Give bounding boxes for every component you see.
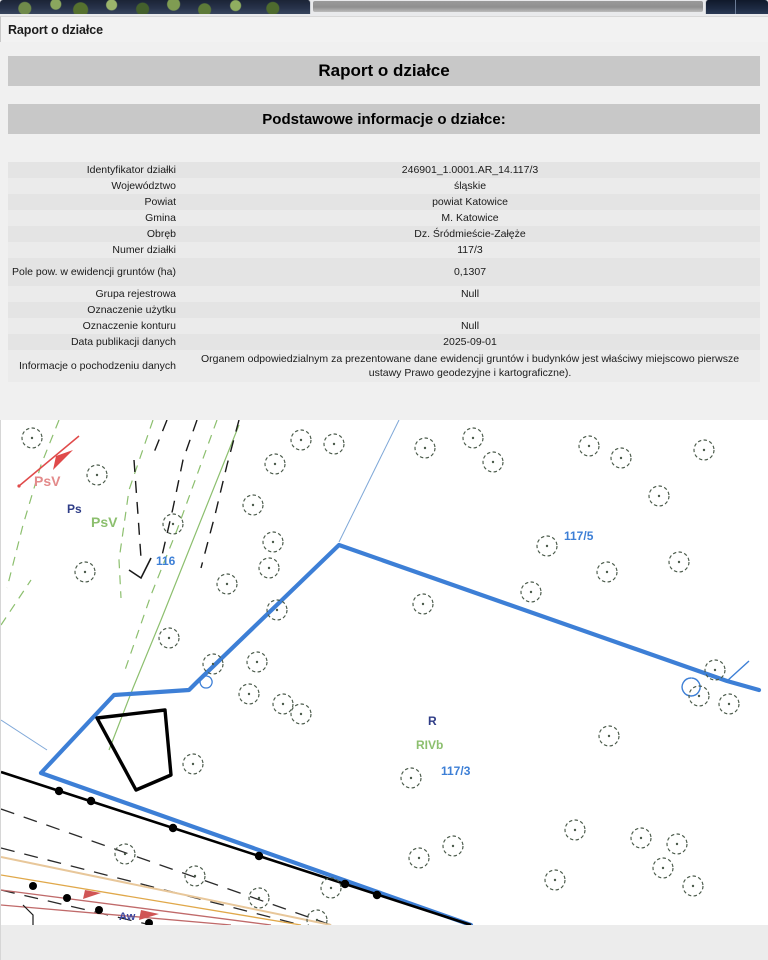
report-section-heading: Podstawowe informacje o działce: xyxy=(8,104,760,134)
table-row xyxy=(8,242,760,258)
row-label: Data publikacji danych xyxy=(8,334,180,350)
row-label: Oznaczenie użytku xyxy=(8,302,180,318)
map-label-ps: Ps xyxy=(67,502,82,516)
row-value: M. Katowice xyxy=(180,210,760,226)
row-label: Grupa rejestrowa xyxy=(8,286,180,302)
map-label-class-r: R xyxy=(428,714,437,728)
cadastral-map[interactable] xyxy=(0,420,768,925)
row-value: powiat Katowice xyxy=(180,194,760,210)
row-label: Powiat xyxy=(8,194,180,210)
browser-tab-right-thumbnail[interactable] xyxy=(705,0,768,14)
table-row xyxy=(8,162,760,178)
table-row xyxy=(8,286,760,302)
browser-tab-left-thumbnail[interactable] xyxy=(0,0,311,14)
map-label-class-rivb: RIVb xyxy=(416,738,444,752)
row-value: śląskie xyxy=(180,178,760,194)
row-value: 2025-09-01 xyxy=(180,334,760,350)
row-label: Gmina xyxy=(8,210,180,226)
table-row xyxy=(8,318,760,334)
map-label-aw: Aw xyxy=(119,911,136,923)
row-label: Oznaczenie konturu xyxy=(8,318,180,334)
map-label-parcel-117-3: 117/3 xyxy=(441,764,471,778)
row-value: Null xyxy=(180,286,760,302)
map-label-psv-green: PsV xyxy=(91,514,118,530)
row-label: Numer działki xyxy=(8,242,180,258)
row-value xyxy=(180,302,760,318)
row-label: Województwo xyxy=(8,178,180,194)
report-main-heading: Raport o działce xyxy=(8,56,760,86)
table-row xyxy=(8,350,760,382)
row-value: Organem odpowiedzialnym za prezentowane dane ewidencji gruntów i budynków jest właściwy miejscowo pierwsze ustawy Prawo geodezyjne i kartograficzne). xyxy=(180,350,760,382)
row-label: Informacje o pochodzeniu danych xyxy=(8,350,180,382)
row-label: Obręb xyxy=(8,226,180,242)
row-value: 117/3 xyxy=(180,242,760,258)
row-label: Pole pow. w ewidencji gruntów (ha) xyxy=(8,258,180,286)
table-row xyxy=(8,258,760,286)
report-panel xyxy=(0,42,768,420)
page-titlebar xyxy=(0,16,768,42)
browser-chrome-strip xyxy=(0,0,768,16)
row-value: 0,1307 xyxy=(180,258,760,286)
row-value: Null xyxy=(180,318,760,334)
browser-address-bar[interactable] xyxy=(313,1,703,12)
table-row xyxy=(8,302,760,318)
table-row xyxy=(8,178,760,194)
row-value: 246901_1.0001.AR_14.117/3 xyxy=(180,162,760,178)
table-row xyxy=(8,210,760,226)
table-row xyxy=(8,226,760,242)
row-label: Identyfikator działki xyxy=(8,162,180,178)
table-row xyxy=(8,194,760,210)
map-label-parcel-117-5: 117/5 xyxy=(564,529,594,543)
map-label-psv-red: PsV xyxy=(34,473,61,489)
row-value: Dz. Śródmieście-Załęże xyxy=(180,226,760,242)
page-title: Raport o działce xyxy=(8,22,103,37)
table-row xyxy=(8,334,760,350)
map-footer-bar xyxy=(0,925,768,960)
parcel-info-table xyxy=(8,162,760,382)
map-label-parcel-116: 116 xyxy=(156,554,176,568)
